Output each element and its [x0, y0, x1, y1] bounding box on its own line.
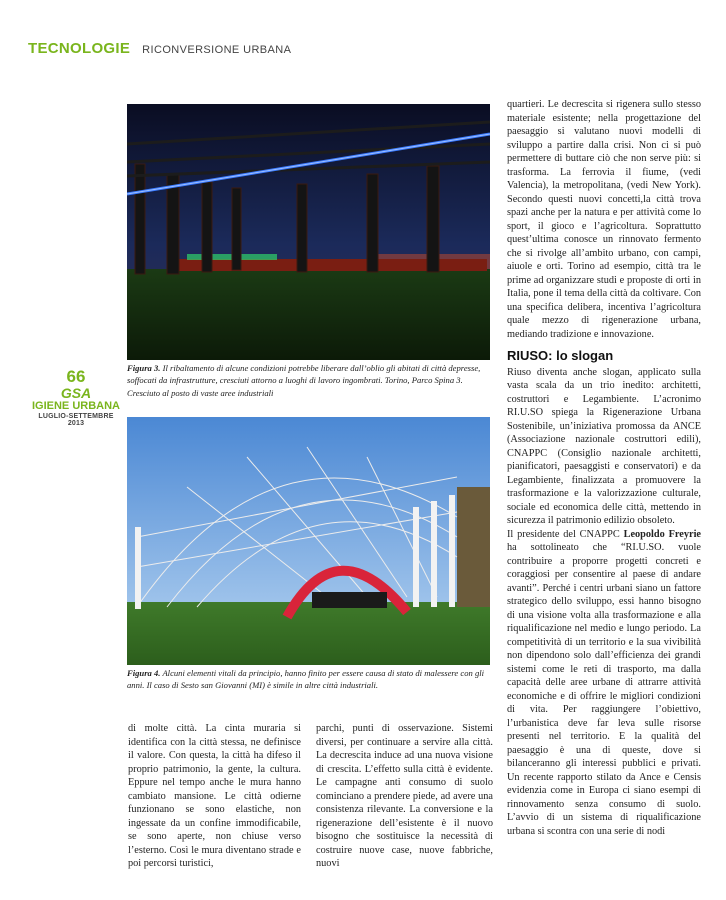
- issue-date: LUGLIO-SETTEMBRE 2013: [38, 413, 114, 427]
- article-column-right: [507, 98, 701, 838]
- figure-3-photo: [127, 104, 490, 360]
- page-header: [28, 40, 291, 60]
- article-column-bottom-left: [128, 722, 301, 871]
- figure-3-illustration: [127, 104, 490, 360]
- paragraph-text: ha sottolineato che “RI.U.SO. vuole contribuire a proporre progetti concreti e coraggiosi per consentire al paese di andare avanti”. Perché i centri urbani siano un fattore strategico dello sviluppo, essi hanno bisogno di una visione volta alla trasformazione e alla riqualificazione nel medio e lungo periodo. La competitività di un territorio e la sua vivibilità non dipendono solo dall’efficienza dei grandi sistemi come le reti di trasporto, ma dalla capacità delle aree urbane di attrarre attività economiche e di offrire le migliori condizioni di vita. Per raggiungere l’obiettivo, l’urbanistica deve far leva sulle risorse presenti nel territorio. E la qualità del paesaggio è una di queste, dove si bilanceranno gli interessi pubblici e privati. Un recente rapporto stilato da Ance e Censis evidenzia come in Europa ci siano esempi di rinnovamento senza consumo di suolo. L’avvio di un sistema di riqualificazione urbana si scontra con una serie di nodi: [507, 542, 701, 837]
- paragraph: di molte città. La cinta muraria si identifica con la città stessa, ne definisce il valore. Con questa, la città ha difeso il proprio patrimonio, la gente, la cultura. Eppure nel tempo anche le mura hanno cambiato mansione. Le città odierne funzionano se sono elastiche, non ingessate da un confine immodificabile, se sono aperte, non chiuse verso l’esterno. Così le mura diventano strade e poi percorsi turistici,: [128, 723, 301, 869]
- paragraph-text: Il presidente del CNAPPC: [507, 528, 624, 540]
- figure-4-illustration: [127, 417, 490, 665]
- figure-4-text: Alcuni elementi vitali da principio, hanno finito per essere causa di stato di malessere con gli anni. Il caso di Sesto san Giovanni (MI) è simile in altre città industriali.: [127, 668, 485, 691]
- figure-4-caption: [127, 667, 495, 692]
- paragraph: quartieri. Le decrescita si rigenera sullo stesso materiale esistente; nella progettazione del paesaggio si valutano nuovi modelli di sviluppo a partire dalla crisi. Non ci si può permettere di buttare ciò che non serve più: si trasforma. La ferrovia il fiume, (vedi Valencia), la metropolitana, (vedi New York). Secondo questi nuovi concetti,la città trova spazi anche per la natura e per attività come lo sport, il gioco e l’agricoltura. Soprattutto quest’ultima conosce un rinnovato fermento che si rivolge all’ambito urbano, con campi, aiuole e orti. Torino ad esempio, città tra le prime ad organizzare studi e proposte di orti in Italia, pone il tema della città da coltivare. Con una specifica delibera, incentiva l’agricoltura quale mezzo di rigenerazione urbana, mediando tradizione e innovazione.: [507, 99, 701, 340]
- magazine-name: IGIENE URBANA: [31, 400, 120, 412]
- page-folio: [30, 368, 122, 427]
- section-topic: RICONVERSIONE URBANA: [142, 44, 292, 56]
- figure-4-photo: [127, 417, 490, 665]
- paragraph: [507, 528, 701, 839]
- figure-3-label: Figura 3.: [127, 363, 161, 373]
- page-number: 66: [66, 367, 86, 386]
- subheading-riuso: RIUSO: lo slogan: [507, 348, 614, 363]
- figure-4-label: Figura 4.: [127, 668, 161, 678]
- brand-logo: GSA: [60, 385, 92, 401]
- paragraph: parchi, punti di osservazione. Sistemi diversi, per continuare a servire alla città. La decrescita induce ad una nuova visione di crescita. L’effetto sulla città è evidente. Le campagne anti consumo di suolo cominciano a prendere piede, ad avere una consistenza rilevante. La conversione e la rigenerazione dell’esistente è il nuovo bisogno che sostituisce la necessità di costruire nuove case, nuove fabbriche, nuovi: [316, 723, 493, 869]
- figure-3-text: Il ribaltamento di alcune condizioni potrebbe liberare dall’oblio gli abitati di città depresse, soffocati da infrastrutture, cresciuti attorno a luoghi di lavoro ingombrati. Torino, Parco Spina 3. Cresciuto al posto di vaste aree industriali: [127, 363, 481, 398]
- article-column-bottom-middle: [316, 722, 493, 871]
- figure-3-caption: [127, 362, 495, 399]
- section-title: TECNOLOGIE: [28, 40, 131, 57]
- paragraph: Riuso diventa anche slogan, applicato sulla vasta scala da un trio inedito: architetti, costruttori e Legambiente. L’acronimo RI.U.SO spiega la Rigenerazione Urbana Sostenibile, un’iniziativa promossa da ANCE (Associazione nazionale costruttori edili), CNAPPC (Consiglio nazionale architetti, pianificatori, paesaggisti e conservatori) e da Legambiente, finalizzata a promuovere la trasformazione e la valorizzazione culturale, sociale ed economica delle città, mettendo in sicurezza il patrimonio edilizio obsoleto.: [507, 366, 701, 526]
- person-name: Leopoldo Freyrie: [623, 528, 702, 540]
